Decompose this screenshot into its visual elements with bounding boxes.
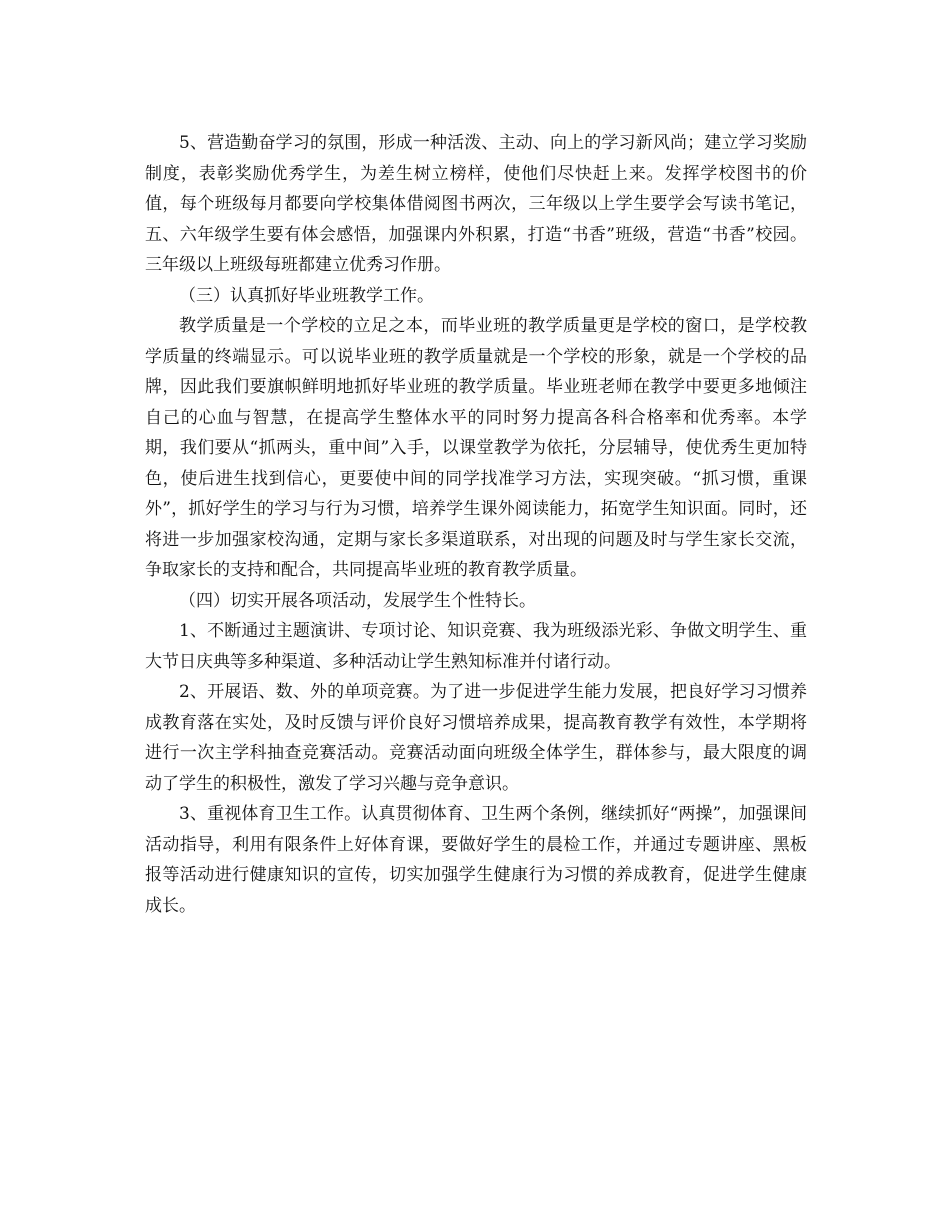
paragraph-item-2: 2、开展语、数、外的单项竞赛。为了进一步促进学生能力发展，把良好学习习惯养成教育落在实处，及时反馈与评价良好习惯培养成果，提高教育教学有效性，本学期将进行一次主学科抽查竞赛活动。竞赛活动面向班级全体学生，群体参与，最大限度的调动了学生的积极性，激发了学习兴趣与竞争意识。 [145,682,807,794]
section-heading-4: （四）切实开展各项活动，发展学生个性特长。 [179,590,536,611]
document-page [145,128,807,921]
section-heading-3: （三）认真抓好毕业班教学工作。 [179,285,434,306]
paragraph-item-1: 1、不断通过主题演讲、专项讨论、知识竞赛、我为班级添光彩、争做文明学生、重大节日庆典等多种渠道、多种活动让学生熟知标准并付诸行动。 [145,621,807,672]
paragraph-item-3: 3、重视体育卫生工作。认真贯彻体育、卫生两个条例，继续抓好“两操”，加强课间活动指导，利用有限条件上好体育课，要做好学生的晨检工作，并通过专题讲座、黑板报等活动进行健康知识的宣传，切实加强学生健康行为习惯的养成教育，促进学生健康成长。 [145,804,807,916]
paragraph-graduating-class: 教学质量是一个学校的立足之本，而毕业班的教学质量更是学校的窗口，是学校教学质量的终端显示。可以说毕业班的教学质量就是一个学校的形象，就是一个学校的品牌，因此我们要旗帜鲜明地抓好毕业班的教学质量。毕业班老师在教学中要更多地倾注自己的心血与智慧，在提高学生整体水平的同时努力提高各科合格率和优秀率。本学期，我们要从“抓两头，重中间”入手，以课堂教学为依托，分层辅导，使优秀生更加特色，使后进生找到信心，更要使中间的同学找准学习方法，实现突破。“抓习惯，重课外”，抓好学生的学习与行为习惯，培养学生课外阅读能力，拓宽学生知识面。同时，还将进一步加强家校沟通，定期与家长多渠道联系，对出现的问题及时与学生家长交流，争取家长的支持和配合，共同提高毕业班的教育教学质量。 [145,316,807,580]
paragraph-item-5: 5、营造勤奋学习的氛围，形成一种活泼、主动、向上的学习新风尚；建立学习奖励制度，表彰奖励优秀学生，为差生树立榜样，使他们尽快赶上来。发挥学校图书的价值，每个班级每月都要向学校集体借阅图书两次，三年级以上学生要学会写读书笔记，五、六年级学生要有体会感悟，加强课内外积累，打造“书香”班级，营造“书香”校园。三年级以上班级每班都建立优秀习作册。 [145,133,807,275]
